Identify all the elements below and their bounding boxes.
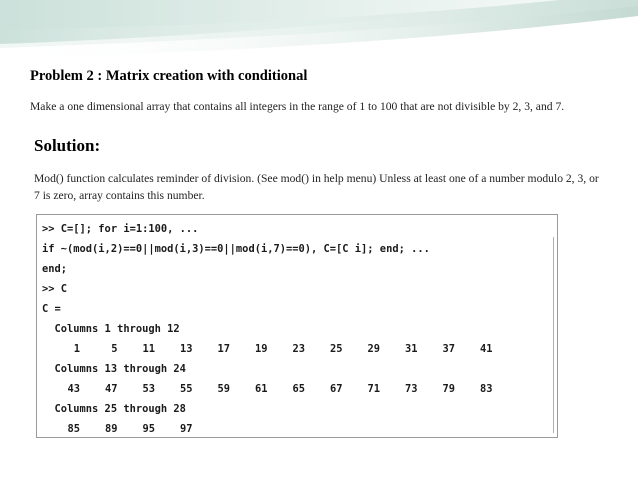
matrix-value: 85 [67, 423, 80, 435]
matrix-value: 89 [104, 423, 118, 435]
matrix-value: 73 [404, 383, 418, 395]
columns-header: Columns 1 through 12 [42, 323, 180, 335]
matrix-value: 1 [73, 343, 80, 355]
matrix-value: 41 [479, 343, 493, 355]
console-line: >> C=[]; for i=1:100, ... [42, 223, 199, 235]
matrix-value: 19 [254, 343, 268, 355]
matrix-value: 37 [442, 343, 455, 355]
matrix-value: 61 [254, 383, 268, 395]
matrix-value: 11 [142, 343, 155, 355]
columns-header: Columns 13 through 24 [42, 363, 186, 375]
matrix-value: 67 [329, 383, 343, 395]
matrix-value: 5 [111, 343, 118, 355]
slide-title: Problem 2 : Matrix creation with conditional [30, 68, 308, 84]
matrix-value: 97 [179, 423, 193, 435]
columns-header: Columns 25 through 28 [42, 403, 186, 415]
matrix-value: 65 [292, 383, 305, 395]
console-output [42, 219, 493, 438]
solution-heading: Solution: [34, 136, 101, 155]
matrix-value: 47 [104, 383, 118, 395]
console-line: >> C [42, 283, 68, 295]
matrix-value: 55 [179, 383, 193, 395]
matrix-value: 59 [217, 383, 230, 395]
console-line: C = [42, 303, 61, 315]
console-line: if ~(mod(i,2)==0||mod(i,3)==0||mod(i,7)==0), C=[C i]; end; ... [42, 243, 430, 255]
matrix-value: 25 [329, 343, 343, 355]
value-row [42, 339, 493, 359]
solution-description: Mod() function calculates reminder of division. (See mod() in help menu) Unless at least one of a number modulo 2, 3, or 7 is zero, array contains this number. [34, 172, 599, 202]
matrix-value: 95 [142, 423, 155, 435]
console-scroll-edge [553, 237, 558, 433]
matrix-value: 79 [442, 383, 455, 395]
value-row [42, 379, 493, 399]
header-decoration [0, 0, 638, 60]
console-line: end; [42, 263, 68, 275]
value-row [42, 419, 430, 438]
matrix-value: 71 [367, 383, 380, 395]
matrix-value: 31 [404, 343, 418, 355]
matrix-value: 13 [179, 343, 193, 355]
matrix-value: 23 [292, 343, 305, 355]
problem-statement: Make a one dimensional array that contains all integers in the range of 1 to 100 that are not divisible by 2, 3, and 7. [30, 100, 565, 113]
matrix-value: 43 [67, 383, 80, 395]
matlab-console-screenshot [36, 214, 558, 438]
matrix-value: 17 [217, 343, 230, 355]
matrix-value: 29 [367, 343, 380, 355]
matrix-value: 83 [479, 383, 493, 395]
matrix-value: 53 [142, 383, 155, 395]
